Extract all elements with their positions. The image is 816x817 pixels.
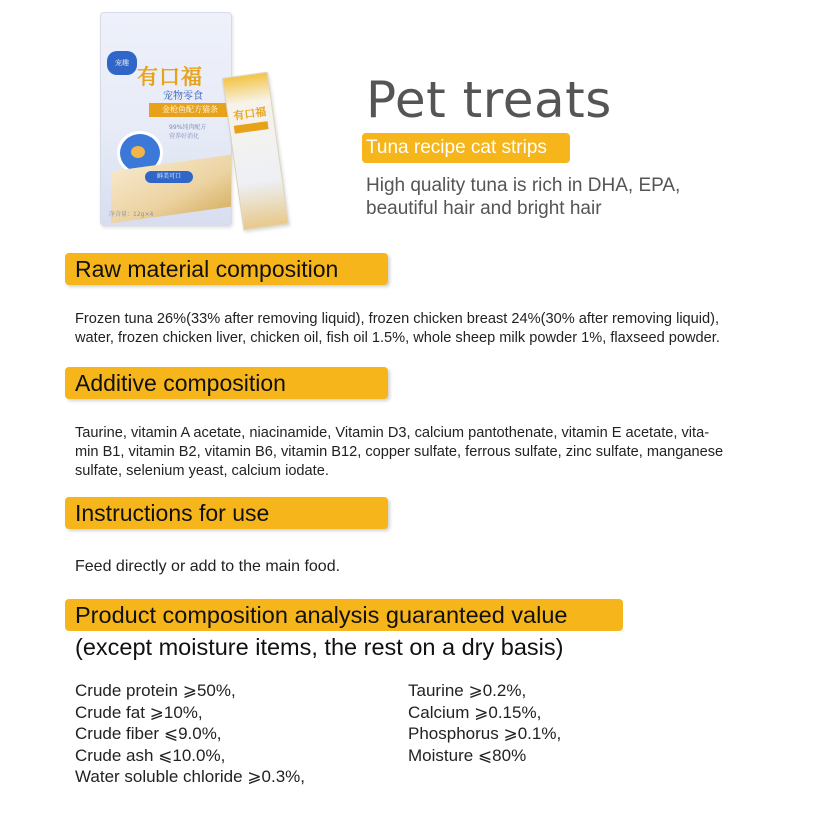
additive-line-2: min B1, vitamin B2, vitamin B6, vitamin B12, copper sulfate, ferrous sulfate, zinc sulfate, manganese	[75, 444, 724, 460]
package-ribbon: 金枪鱼配方猫条	[149, 103, 231, 117]
stick-title: 有口福	[232, 105, 268, 123]
page-title: Pet treats	[366, 71, 612, 129]
nutrient-item: Calcium ⩾0.15%,	[408, 702, 542, 722]
nutrient-item: Water soluble chloride ⩾0.3%,	[75, 767, 305, 787]
description-line-1: High quality tuna is rich in DHA, EPA,	[366, 175, 681, 196]
treat-stick-image	[222, 72, 289, 231]
raw-material-heading-label: Raw material composition	[75, 256, 339, 282]
package-title: 有口福	[137, 65, 203, 89]
package-claims	[169, 123, 206, 141]
nutrient-item: Moisture ⩽80%	[408, 745, 527, 765]
instructions-text: Feed directly or add to the main food.	[75, 558, 341, 575]
additive-heading	[65, 367, 388, 399]
raw-material-line-2: water, frozen chicken liver, chicken oil, fish oil 1.5%, whole sheep milk powder 1%, flaxseed powder.	[75, 330, 720, 346]
nutrient-item: Crude fat ⩾10%,	[75, 702, 203, 722]
raw-material-text	[75, 310, 765, 348]
raw-material-heading	[65, 253, 388, 285]
package-claim-1: 99%纯肉配方	[169, 124, 207, 131]
product-description	[366, 174, 786, 220]
product-package-image	[100, 12, 232, 226]
package-claim-2: 营养好消化	[169, 133, 200, 140]
additive-line-3: sulfate, selenium yeast, calcium iodate.	[75, 463, 329, 479]
product-tag: Tuna recipe cat strips	[362, 133, 570, 163]
nutrient-item: Crude protein ⩾50%,	[75, 681, 236, 700]
raw-material-line-1: Frozen tuna 26%(33% after removing liquid), frozen chicken breast 24%(30% after removing liquid),	[75, 311, 720, 327]
package-bubble: 鲜美可口	[145, 171, 193, 183]
additive-heading-label: Additive composition	[75, 370, 286, 396]
brand-logo: 宠趣	[107, 51, 137, 75]
nutrient-item: Phosphorus ⩾0.1%,	[408, 724, 562, 744]
instructions-heading-label: Instructions for use	[75, 500, 270, 526]
nutrient-list-right	[408, 680, 561, 766]
description-line-2: beautiful hair and bright hair	[366, 198, 602, 219]
nutrient-list-left	[75, 680, 305, 788]
instructions-heading	[65, 497, 388, 529]
additive-line-1: Taurine, vitamin A acetate, niacinamide, Vitamin D3, calcium pantothenate, vitamin E acetate, vita-	[75, 425, 710, 441]
net-weight: 净含量：12g×4	[109, 211, 154, 218]
nutrient-item: Crude fiber ⩽9.0%,	[75, 724, 222, 744]
additive-text	[75, 424, 765, 481]
analysis-heading-label: Product composition analysis guaranteed value	[75, 602, 568, 628]
analysis-heading	[65, 599, 623, 631]
nutrient-item: Crude ash ⩽10.0%,	[75, 745, 226, 765]
nutrient-item: Taurine ⩾0.2%,	[408, 681, 527, 700]
analysis-subheading: (except moisture items, the rest on a dry basis)	[75, 634, 564, 660]
package-subtitle: 宠物零食	[163, 91, 203, 102]
